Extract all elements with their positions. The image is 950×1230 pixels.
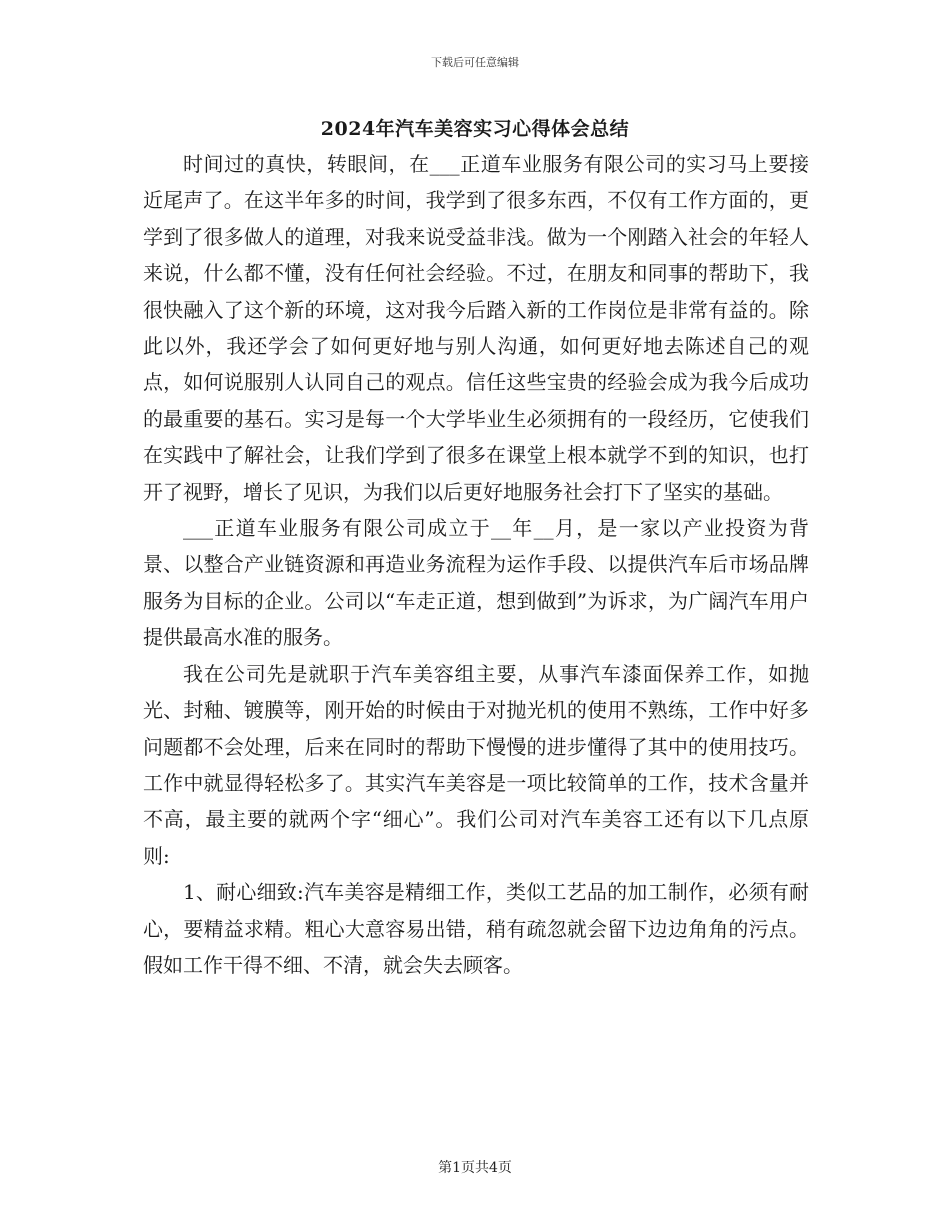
document-body: [143, 146, 809, 983]
paragraph-1: 时间过的真快，转眼间，在___正道车业服务有限公司的实习马上要接近尾声了。在这半年多的时间，我学到了很多东西，不仅有工作方面的，更学到了很多做人的道理，对我来说受益非浅。做为一个刚踏入社会的年轻人来说，什么都不懂，没有任何社会经验。不过，在朋友和同事的帮助下，我很快融入了这个新的环境，这对我今后踏入新的工作岗位是非常有益的。除此以外，我还学会了如何更好地与别人沟通，如何更好地去陈述自己的观点，如何说服别人认同自己的观点。信任这些宝贵的经验会成为我今后成功的最重要的基石。实习是每一个大学毕业生必须拥有的一段经历，它使我们在实践中了解社会，让我们学到了很多在课堂上根本就学不到的知识，也打开了视野，增长了见识，为我们以后更好地服务社会打下了坚实的基础。: [143, 152, 809, 504]
document-title: 2024年汽车美容实习心得体会总结: [320, 118, 630, 140]
paragraph-4: 1、耐心细致:汽车美容是精细工作，类似工艺品的加工制作，必须有耐心，要精益求精。粗心大意容易出错，稍有疏忽就会留下边边角角的污点。假如工作干得不细、不清，就会失去顾客。: [143, 880, 809, 977]
paragraph-2: ___正道车业服务有限公司成立于__年__月，是一家以产业投资为背景、以整合产业链资源和再造业务流程为运作手段、以提供汽车后市场品牌服务为目标的企业。公司以“车走正道，想到做到”为诉求，为广阔汽车用户提供最高水准的服务。: [143, 516, 809, 650]
paragraph-3: 我在公司先是就职于汽车美容组主要，从事汽车漆面保养工作，如抛光、封釉、镀膜等，刚开始的时候由于对抛光机的使用不熟练，工作中好多问题都不会处理，后来在同时的帮助下慢慢的进步懂得了其中的使用技巧。工作中就显得轻松多了。其实汽车美容是一项比较简单的工作，技术含量并不高，最主要的就两个字“细心”。我们公司对汽车美容工还有以下几点原则:: [143, 661, 809, 868]
page-footer: 第1页共4页: [438, 1160, 512, 1176]
header-note: 下载后可任意编辑: [431, 56, 519, 69]
